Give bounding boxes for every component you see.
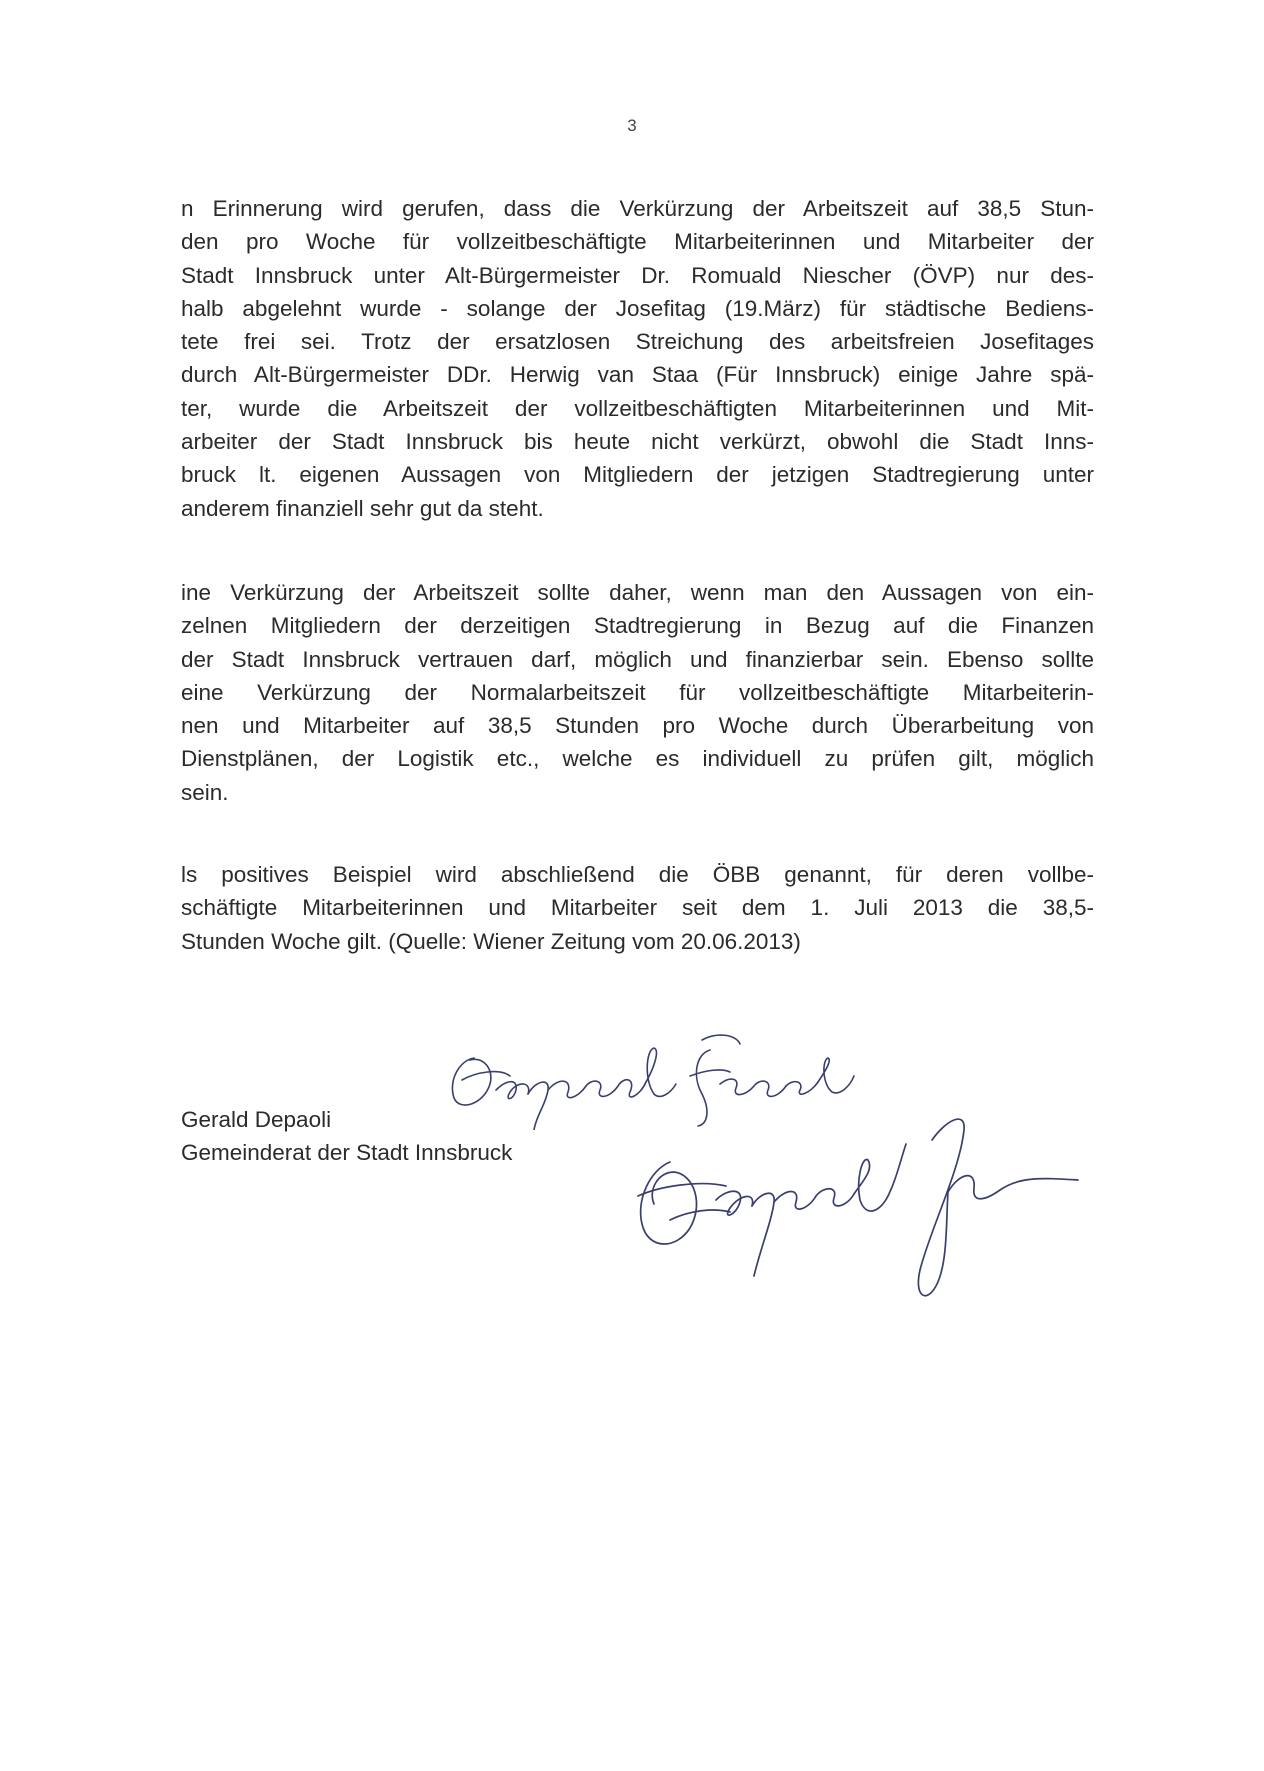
paragraph-1 (181, 192, 1094, 525)
page-number: 3 (627, 116, 637, 135)
text-line: ter, wurde die Arbeitszeit der vollzeitbeschäftigten Mitarbeiterinnen und Mit- (181, 395, 1094, 421)
text-line: sein. (181, 779, 229, 805)
text-line: n Erinnerung wird gerufen, dass die Verkürzung der Arbeitszeit auf 38,5 Stun- (181, 196, 1094, 221)
text-line: arbeiter der Stadt Innsbruck bis heute nicht verkürzt, obwohl die Stadt Inns- (181, 429, 1094, 455)
text-line: ls positives Beispiel wird abschließend die ÖBB genannt, für deren vollbe- (181, 862, 1094, 887)
paragraph-3 (181, 858, 1094, 958)
paragraph-2 (181, 576, 1094, 809)
text-line: durch Alt-Bürgermeister DDr. Herwig van Staa (Für Innsbruck) einige Jahre spä- (181, 362, 1094, 388)
text-line: anderem finanziell sehr gut da steht. (181, 495, 544, 521)
text-line: Stunden Woche gilt. (Quelle: Wiener Zeitung vom 20.06.2013) (181, 928, 801, 954)
text-line: ine Verkürzung der Arbeitszeit sollte daher, wenn man den Aussagen von ein- (181, 580, 1094, 605)
text-line: halb abgelehnt wurde - solange der Josefitag (19.März) für städtische Bediens- (181, 295, 1094, 321)
handwritten-signature-lower (630, 1100, 1090, 1305)
text-line: zelnen Mitgliedern der derzeitigen Stadtregierung in Bezug auf die Finanzen (181, 613, 1094, 639)
text-line: den pro Woche für vollzeitbeschäftigte Mitarbeiterinnen und Mitarbeiter der (181, 229, 1094, 255)
signer-role: Gemeinderat der Stadt Innsbruck (181, 1140, 513, 1165)
text-line: Dienstplänen, der Logistik etc., welche es individuell zu prüfen gilt, möglich (181, 746, 1094, 772)
text-line: Stadt Innsbruck unter Alt-Bürgermeister Dr. Romuald Niescher (ÖVP) nur des- (181, 262, 1094, 288)
text-line: nen und Mitarbeiter auf 38,5 Stunden pro Woche durch Überarbeitung von (181, 713, 1094, 739)
signer-name: Gerald Depaoli (181, 1107, 332, 1132)
text-line: schäftigte Mitarbeiterinnen und Mitarbeiter seit dem 1. Juli 2013 die 38,5- (181, 895, 1094, 921)
text-line: eine Verkürzung der Normalarbeitszeit für vollzeitbeschäftigte Mitarbeiterin- (181, 679, 1094, 705)
text-line: bruck lt. eigenen Aussagen von Mitgliedern der jetzigen Stadtregierung unter (181, 462, 1094, 488)
text-line: tete frei sei. Trotz der ersatzlosen Streichung des arbeitsfreien Josefitages (181, 329, 1094, 355)
text-line: der Stadt Innsbruck vertrauen darf, möglich und finanzierbar sein. Ebenso sollte (181, 646, 1094, 672)
